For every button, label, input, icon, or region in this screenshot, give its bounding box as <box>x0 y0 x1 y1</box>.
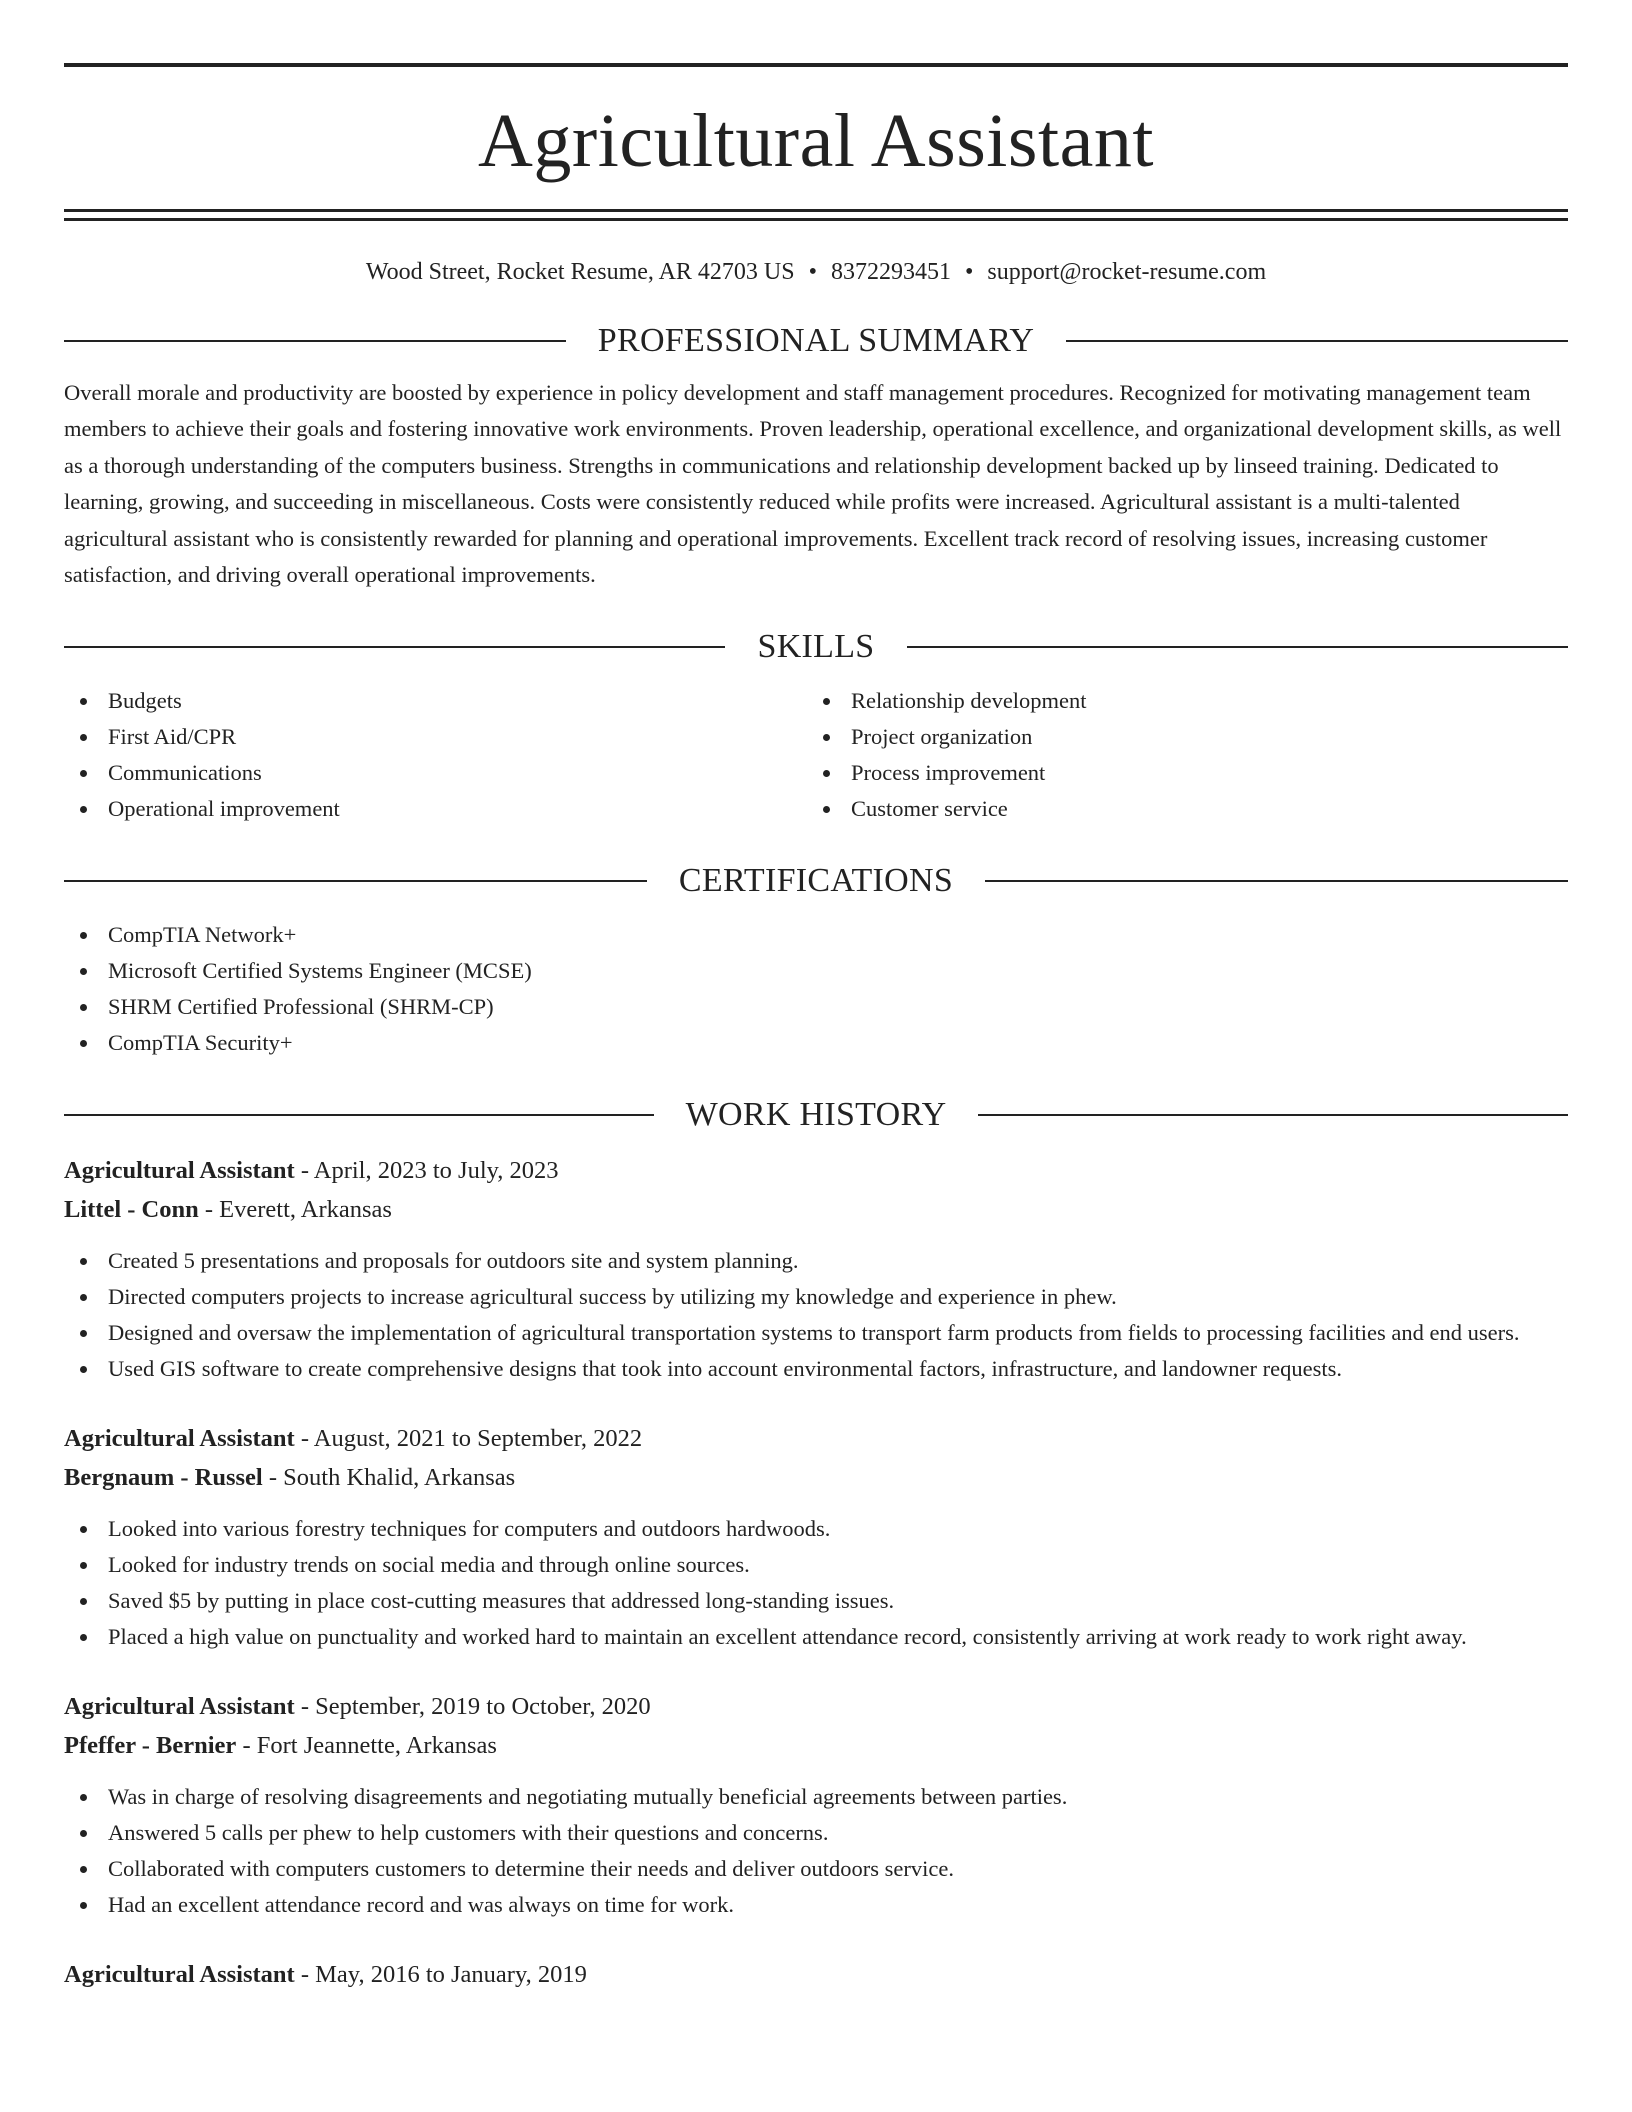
contact-address: Wood Street, Rocket Resume, AR 42703 US <box>365 259 795 285</box>
job-bullet: Looked into various forestry techniques for computers and outdoors hardwoods. <box>64 1511 1568 1547</box>
certification-item: Microsoft Certified Systems Engineer (MCSE) <box>64 953 1568 989</box>
section-title: SKILLS <box>757 628 875 666</box>
job-company: Littel - Conn <box>64 1196 199 1224</box>
job-location: - Fort Jeannette, Arkansas <box>236 1732 497 1760</box>
skills-column-left <box>64 683 807 827</box>
heading-rule <box>64 340 566 342</box>
job-location: - Everett, Arkansas <box>198 1196 392 1224</box>
job-bullet: Was in charge of resolving disagreements and negotiating mutually beneficial agreements between parties. <box>64 1779 1568 1815</box>
heading-rule <box>985 880 1568 882</box>
summary-text: Overall morale and productivity are boosted by experience in policy development and staff management procedures. Recognized for motivating management team members to achieve their goals and fostering innovative work environments. Proven leadership, operational excellence, and organizational development skills, as well as a thorough understanding of the computers business. Strengths in communications and relationship development backed up by linseed training. Dedicated to learning, growing, and succeeding in miscellaneous. Costs were consistently reduced while profits were increased. Agricultural assistant is a multi-talented agricultural assistant who is consistently rewarded for planning and operational improvements. Excellent track record of resolving issues, increasing customer satisfaction, and driving overall operational improvements. <box>64 380 1562 588</box>
contact-line <box>64 257 1568 287</box>
job-bullet: Saved $5 by putting in place cost-cutting measures that addressed long-standing issues. <box>64 1583 1568 1619</box>
job-company-line <box>64 1458 1568 1497</box>
skill-item: First Aid/CPR <box>64 719 807 755</box>
heading-rule <box>64 880 647 882</box>
heading-rule <box>64 646 725 648</box>
job-dates: - September, 2019 to October, 2020 <box>294 1693 651 1721</box>
title-rule-secondary <box>64 218 1568 221</box>
skill-item: Relationship development <box>807 683 1559 719</box>
section-title: PROFESSIONAL SUMMARY <box>597 322 1035 359</box>
section-title: CERTIFICATIONS <box>678 862 954 900</box>
job-company-line <box>64 1726 1568 1765</box>
job-location: - South Khalid, Arkansas <box>262 1464 516 1492</box>
section-heading-skills <box>64 627 1568 667</box>
certification-item: CompTIA Network+ <box>64 917 1568 953</box>
contact-separator: • <box>808 259 818 285</box>
job-entry <box>64 1687 1568 1923</box>
contact-email: support@rocket-resume.com <box>987 259 1267 285</box>
job-company: Pfeffer - Bernier <box>64 1732 237 1760</box>
certification-item: CompTIA Security+ <box>64 1025 1568 1061</box>
skill-item: Communications <box>64 755 807 791</box>
job-bullet: Used GIS software to create comprehensive designs that took into account environmental factors, infrastructure, and landowner requests. <box>64 1351 1568 1387</box>
top-rule <box>64 63 1568 67</box>
resume-title: Agricultural Assistant <box>478 99 1154 183</box>
job-bullet: Designed and oversaw the implementation of agricultural transportation systems to transport farm products from fields to processing facilities and end users. <box>64 1315 1568 1351</box>
job-title-line <box>64 1687 1568 1726</box>
skill-item: Customer service <box>807 791 1559 827</box>
job-bullet: Placed a high value on punctuality and worked hard to maintain an excellent attendance record, consistently arriving at work ready to work right away. <box>64 1619 1568 1655</box>
contact-phone: 8372293451 <box>831 259 952 285</box>
job-dates: - May, 2016 to January, 2019 <box>294 1961 587 1989</box>
skills-column-right <box>807 683 1559 827</box>
skill-item: Budgets <box>64 683 807 719</box>
skill-item: Project organization <box>807 719 1559 755</box>
job-entry <box>64 1419 1568 1655</box>
skill-item: Operational improvement <box>64 791 807 827</box>
certifications-list <box>64 917 1568 1061</box>
job-title-line <box>64 1151 1568 1190</box>
job-company-line <box>64 1190 1568 1229</box>
heading-rule <box>64 1114 654 1116</box>
job-title-line <box>64 1955 1568 1994</box>
skill-item: Process improvement <box>807 755 1559 791</box>
resume-page <box>64 0 1568 1994</box>
contact-separator: • <box>965 259 974 285</box>
job-entry <box>64 1151 1568 1387</box>
certification-item: SHRM Certified Professional (SHRM-CP) <box>64 989 1568 1025</box>
title-rule <box>64 209 1568 212</box>
job-bullet: Directed computers projects to increase agricultural success by utilizing my knowledge and experience in phew. <box>64 1279 1568 1315</box>
skills-list <box>64 683 1568 827</box>
section-title: WORK HISTORY <box>685 1096 947 1134</box>
section-heading-work-history <box>64 1095 1568 1135</box>
job-title: Agricultural Assistant <box>64 1157 295 1185</box>
heading-rule <box>1066 340 1568 342</box>
job-title: Agricultural Assistant <box>64 1961 295 1989</box>
job-entry <box>64 1955 1568 1994</box>
section-heading-certifications <box>64 861 1568 901</box>
job-bullet: Created 5 presentations and proposals for outdoors site and system planning. <box>64 1243 1568 1279</box>
job-company: Bergnaum - Russel <box>64 1464 263 1492</box>
section-heading-summary <box>64 321 1568 361</box>
job-bullets <box>64 1511 1568 1655</box>
job-title-line <box>64 1419 1568 1458</box>
job-bullet: Collaborated with computers customers to determine their needs and deliver outdoors service. <box>64 1851 1568 1887</box>
job-bullet: Looked for industry trends on social media and through online sources. <box>64 1547 1568 1583</box>
job-bullet: Answered 5 calls per phew to help customers with their questions and concerns. <box>64 1815 1568 1851</box>
job-bullet: Had an excellent attendance record and was always on time for work. <box>64 1887 1568 1923</box>
job-dates: - August, 2021 to September, 2022 <box>294 1425 643 1453</box>
heading-rule <box>907 646 1568 648</box>
job-dates: - April, 2023 to July, 2023 <box>294 1157 559 1185</box>
job-bullets <box>64 1243 1568 1387</box>
job-title: Agricultural Assistant <box>64 1425 295 1453</box>
work-history-list <box>64 1151 1568 1994</box>
job-bullets <box>64 1779 1568 1923</box>
heading-rule <box>978 1114 1568 1116</box>
job-title: Agricultural Assistant <box>64 1693 295 1721</box>
